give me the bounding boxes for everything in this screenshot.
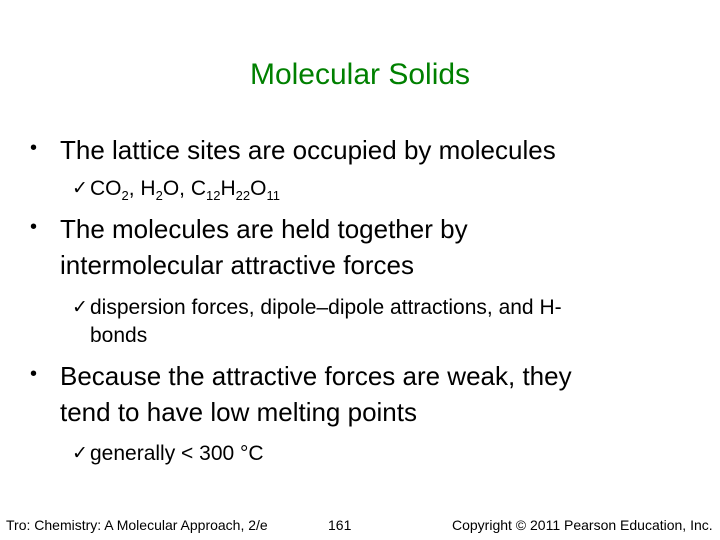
page-number: 161 [328,517,352,533]
checkmark-icon: ✓ [72,297,88,318]
footer-copyright: Copyright © 2011 Pearson Education, Inc. [452,517,713,533]
checkmark-icon: ✓ [72,443,88,464]
formula-h2o: $H_2O$ [140,177,180,203]
formula-list: $CO_2$, $H_2O$, $C_{12}H_{22}O_{11}$ [90,177,280,203]
bullet-dot: • [30,363,38,385]
footer-source: Tro: Chemistry: A Molecular Approach, 2/e [6,517,268,533]
formula-co2: $CO_2$ [90,177,129,203]
bullet-3-text: Because the attractive forces are weak, they tend to have low melting points [60,361,572,427]
bullet-dot: • [30,137,38,159]
formula-sucrose: $C_{12}H_{22}O_{11}$ [190,177,280,203]
bullet-2-text: The molecules are held together by intermolecular attractive forces [60,214,468,280]
checkmark-icon: ✓ [72,178,88,199]
sub-bullet-2-text: dispersion forces, dipole–dipole attractions, and H- bonds [90,296,562,347]
sub-bullet-3-text: generally < 300 °C [90,442,264,465]
bullet-1-text: The lattice sites are occupied by molecules [60,135,556,165]
slide-title: Molecular Solids [249,58,471,91]
bullet-dot: • [30,216,38,238]
